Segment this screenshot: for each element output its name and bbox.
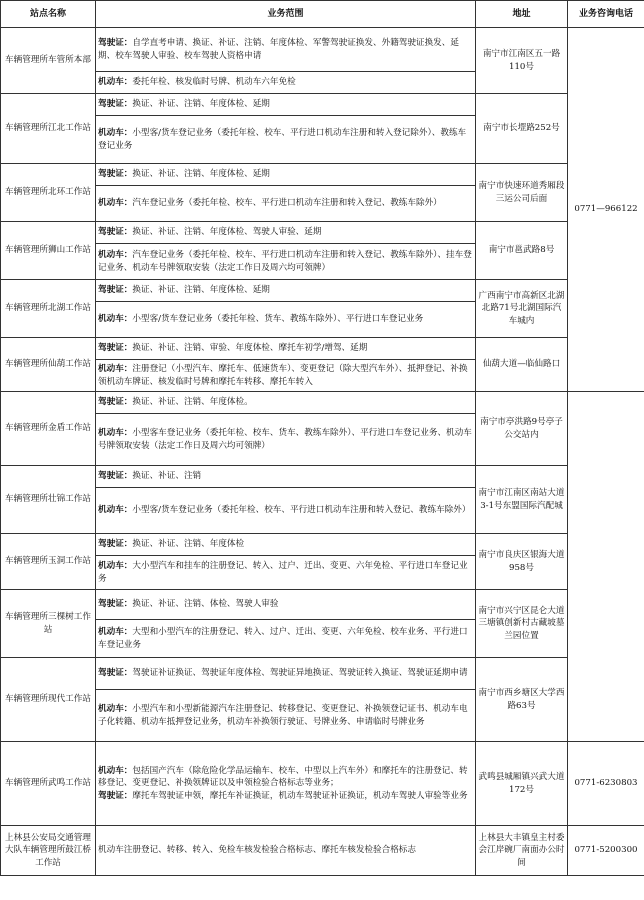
station-name: 车辆管理所车管所本部 xyxy=(1,28,96,94)
license-label: 驾驶证： xyxy=(98,397,133,408)
license-text: 驾驶证补证换证、驾驶证年度体检、驾驶证异地换证、驾驶证转入换证、驾驶证延期申请 xyxy=(132,668,468,679)
table-row xyxy=(1,280,644,302)
license-label: 驾驶证： xyxy=(98,285,133,296)
license-label: 驾驶证： xyxy=(98,227,133,238)
vehicle-label: 机动车： xyxy=(98,198,133,209)
license-text: 摩托车驾驶证申领，摩托车补证换证，机动车驾驶证补证换证，机动车驾驶人审验等业务 xyxy=(132,790,468,801)
vehicle-label: 机动车： xyxy=(98,314,133,325)
license-text: 自学直考申请、换证、补证、注销、年度体检、军警驾驶证换发、外籍驾驶证换发、延期、校车驾驶人审验、校车驾驶人资格申请 xyxy=(98,38,459,61)
vehicle-text: 大型和小型汽车的注册登记、转入、过户、迁出、变更、六年免检、校车业务、平行进口车登记业务 xyxy=(98,627,468,650)
vehicle-text: 小型客/货车登记业务（委托年检、校车、平行进口机动车注册和转入登记、教练车除外） xyxy=(132,505,471,516)
vehicle-label: 机动车： xyxy=(98,561,133,572)
vehicle-services xyxy=(96,620,476,658)
vehicle-label: 机动车： xyxy=(98,428,133,439)
header-station-name: 站点名称 xyxy=(1,1,96,28)
license-services xyxy=(96,94,476,116)
vehicle-text: 小型客车登记业务（委托年检、校车、货车、教练车除外）、平行进口车登记业务、机动车号牌领取安装（法定工作日及周六均可领牌） xyxy=(98,428,472,451)
table-row xyxy=(1,392,644,414)
vehicle-text: 包括国产汽车（除危险化学品运输车、校车、中型以上汽车外）和摩托车的注册登记、转移登记、变更登记、补换领牌证以及申领检验合格标志等业务； xyxy=(98,766,468,789)
station-address: 上林县大丰镇皇主村委会江岸碗厂南面办公时间 xyxy=(476,826,568,876)
station-address: 南宁市快速环道秀厢段三运公司后面 xyxy=(476,164,568,222)
phone-main: 0771—966122 xyxy=(568,28,644,392)
license-text: 换证、补证、注销、年度体检。 xyxy=(132,397,253,408)
table-row xyxy=(1,28,644,72)
phone-wuming: 0771-6230803 xyxy=(568,742,644,826)
vehicle-label: 机动车： xyxy=(98,77,133,88)
vehicle-label: 机动车： xyxy=(98,128,133,139)
license-label: 驾驶证： xyxy=(98,169,133,180)
station-name: 车辆管理所现代工作站 xyxy=(1,658,96,742)
station-name: 车辆管理所壮锦工作站 xyxy=(1,466,96,534)
station-name: 车辆管理所狮山工作站 xyxy=(1,222,96,280)
station-address: 南宁市兴宁区昆仑大道三塘镇创新村古藏坡墓兰园位置 xyxy=(476,590,568,658)
vehicle-label: 机动车： xyxy=(98,704,133,715)
station-address: 南宁市长堽路252号 xyxy=(476,94,568,164)
vehicle-label: 机动车： xyxy=(98,505,133,516)
table-row xyxy=(1,742,644,826)
vehicle-services xyxy=(96,72,476,94)
table-row xyxy=(1,534,644,556)
vehicle-label: 机动车： xyxy=(98,627,133,638)
license-text: 换证、补证、注销、年度体检、驾驶人审验、延期 xyxy=(132,227,322,238)
vehicle-services xyxy=(96,690,476,742)
table-row xyxy=(1,466,644,488)
station-address: 南宁市江南区五一路110号 xyxy=(476,28,568,94)
license-text: 换证、补证、注销、体检、驾驶人审验 xyxy=(132,599,279,610)
header-address: 地址 xyxy=(476,1,568,28)
license-services xyxy=(96,222,476,244)
license-text: 换证、补证、注销、年度体检、延期 xyxy=(132,99,270,110)
license-label: 驾驶证： xyxy=(98,668,133,679)
station-name: 车辆管理所武鸣工作站 xyxy=(1,742,96,826)
vehicle-label: 机动车： xyxy=(98,250,133,261)
vehicle-text: 汽车登记业务（委托年检、校车、平行进口机动车注册和转入登记、教练车除外） xyxy=(132,198,442,209)
station-name: 车辆管理所玉洞工作站 xyxy=(1,534,96,590)
license-text: 换证、补证、注销、审验、年度体检、摩托车初学/增驾、延期 xyxy=(132,343,368,354)
vehicle-text: 大小型汽车和挂车的注册登记、转入、过户、迁出、变更、六年免检、平行进口车登记业务 xyxy=(98,561,468,584)
license-label: 驾驶证： xyxy=(98,38,133,49)
vehicle-text: 小型客/货车登记业务（委托年检、货车、教练车除外）、平行进口车登记业务 xyxy=(132,314,424,325)
table-row xyxy=(1,222,644,244)
license-text: 换证、补证、注销、年度体检、延期 xyxy=(132,169,270,180)
vehicle-services xyxy=(96,414,476,466)
table-row xyxy=(1,164,644,186)
license-services xyxy=(96,338,476,360)
license-services xyxy=(96,466,476,488)
vehicle-services xyxy=(96,360,476,392)
station-address: 广西南宁市高新区北湖北路71号北湖国际汽车城内 xyxy=(476,280,568,338)
vehicle-services xyxy=(96,488,476,534)
table-header-row xyxy=(1,1,644,28)
vehicle-label: 机动车： xyxy=(98,766,133,777)
vehicle-services xyxy=(96,302,476,338)
station-name: 车辆管理所仙葫工作站 xyxy=(1,338,96,392)
license-label: 驾驶证： xyxy=(98,539,133,550)
vehicle-text: 委托年检、核发临时号牌、机动车六年免检 xyxy=(132,77,296,88)
license-services xyxy=(96,280,476,302)
phone-shanglin: 0771-5200300 xyxy=(568,826,644,876)
table-row xyxy=(1,658,644,690)
header-phone: 业务咨询电话 xyxy=(568,1,644,28)
vehicle-text: 小型汽车和小型新能源汽车注册登记、转移登记、变更登记、补换领登记证书、机动车电子化转籍、机动车抵押登记业务，机动车补换领行驶证、号牌业务、申请临时号牌业务 xyxy=(98,704,468,727)
vehicle-services xyxy=(96,186,476,222)
station-name: 车辆管理所江北工作站 xyxy=(1,94,96,164)
station-name: 车辆管理所北环工作站 xyxy=(1,164,96,222)
vehicle-label: 机动车： xyxy=(98,364,133,375)
license-label: 驾驶证： xyxy=(98,99,133,110)
table-row xyxy=(1,338,644,360)
table-row xyxy=(1,94,644,116)
combined-services xyxy=(96,742,476,826)
vehicle-services xyxy=(96,116,476,164)
table-row xyxy=(1,590,644,620)
license-label: 驾驶证： xyxy=(98,471,133,482)
license-services xyxy=(96,392,476,414)
vehicle-text: 小型客/货车登记业务（委托年检、校车、平行进口机动车注册和转入登记除外）、教练车登记业务 xyxy=(98,128,467,151)
station-address: 仙葫大道—临仙路口 xyxy=(476,338,568,392)
table-row xyxy=(1,826,644,876)
station-name: 车辆管理所北湖工作站 xyxy=(1,280,96,338)
license-services xyxy=(96,164,476,186)
station-address: 南宁市江南区南站大道3-1号东盟国际汽配城 xyxy=(476,466,568,534)
license-services xyxy=(96,658,476,690)
header-business-scope: 业务范围 xyxy=(96,1,476,28)
license-text: 换证、补证、注销、年度体检 xyxy=(132,539,245,550)
station-address: 武鸣县城厢镇兴武大道172号 xyxy=(476,742,568,826)
combined-services: 机动车注册登记、转移、转入、免检车核发检验合格标志、摩托车核发检验合格标志 xyxy=(96,826,476,876)
station-address: 南宁市良庆区银海大道958号 xyxy=(476,534,568,590)
license-services xyxy=(96,590,476,620)
license-services xyxy=(96,534,476,556)
license-text: 换证、补证、注销 xyxy=(132,471,202,482)
station-address: 南宁市西乡塘区大学西路63号 xyxy=(476,658,568,742)
license-label: 驾驶证： xyxy=(98,599,133,610)
station-name: 车辆管理所三棵树工作站 xyxy=(1,590,96,658)
license-label: 驾驶证： xyxy=(98,343,133,354)
license-text: 换证、补证、注销、年度体检、延期 xyxy=(132,285,270,296)
vehicle-services xyxy=(96,556,476,590)
vehicle-text: 注册登记（小型汽车、摩托车、低速货车）、变更登记（除大型汽车外）、抵押登记、补换领机动车牌证、核发临时号牌和摩托车转移、摩托车转入 xyxy=(98,364,468,387)
station-name: 车辆管理所金盾工作站 xyxy=(1,392,96,466)
license-label: 驾驶证： xyxy=(98,790,133,801)
station-name: 上林县公安局交通管理大队车辆管理所鼓江桥工作站 xyxy=(1,826,96,876)
vehicle-text: 汽车登记业务（委托年检、校车、平行进口机动车注册和转入登记、教练车除外）、挂车登记业务、机动车号牌领取安装（法定工作日及周六均可领牌） xyxy=(98,250,472,273)
station-address: 南宁市亭洪路9号亭子公交站内 xyxy=(476,392,568,466)
station-address: 南宁市邕武路8号 xyxy=(476,222,568,280)
vehicle-services xyxy=(96,244,476,280)
license-services xyxy=(96,28,476,72)
